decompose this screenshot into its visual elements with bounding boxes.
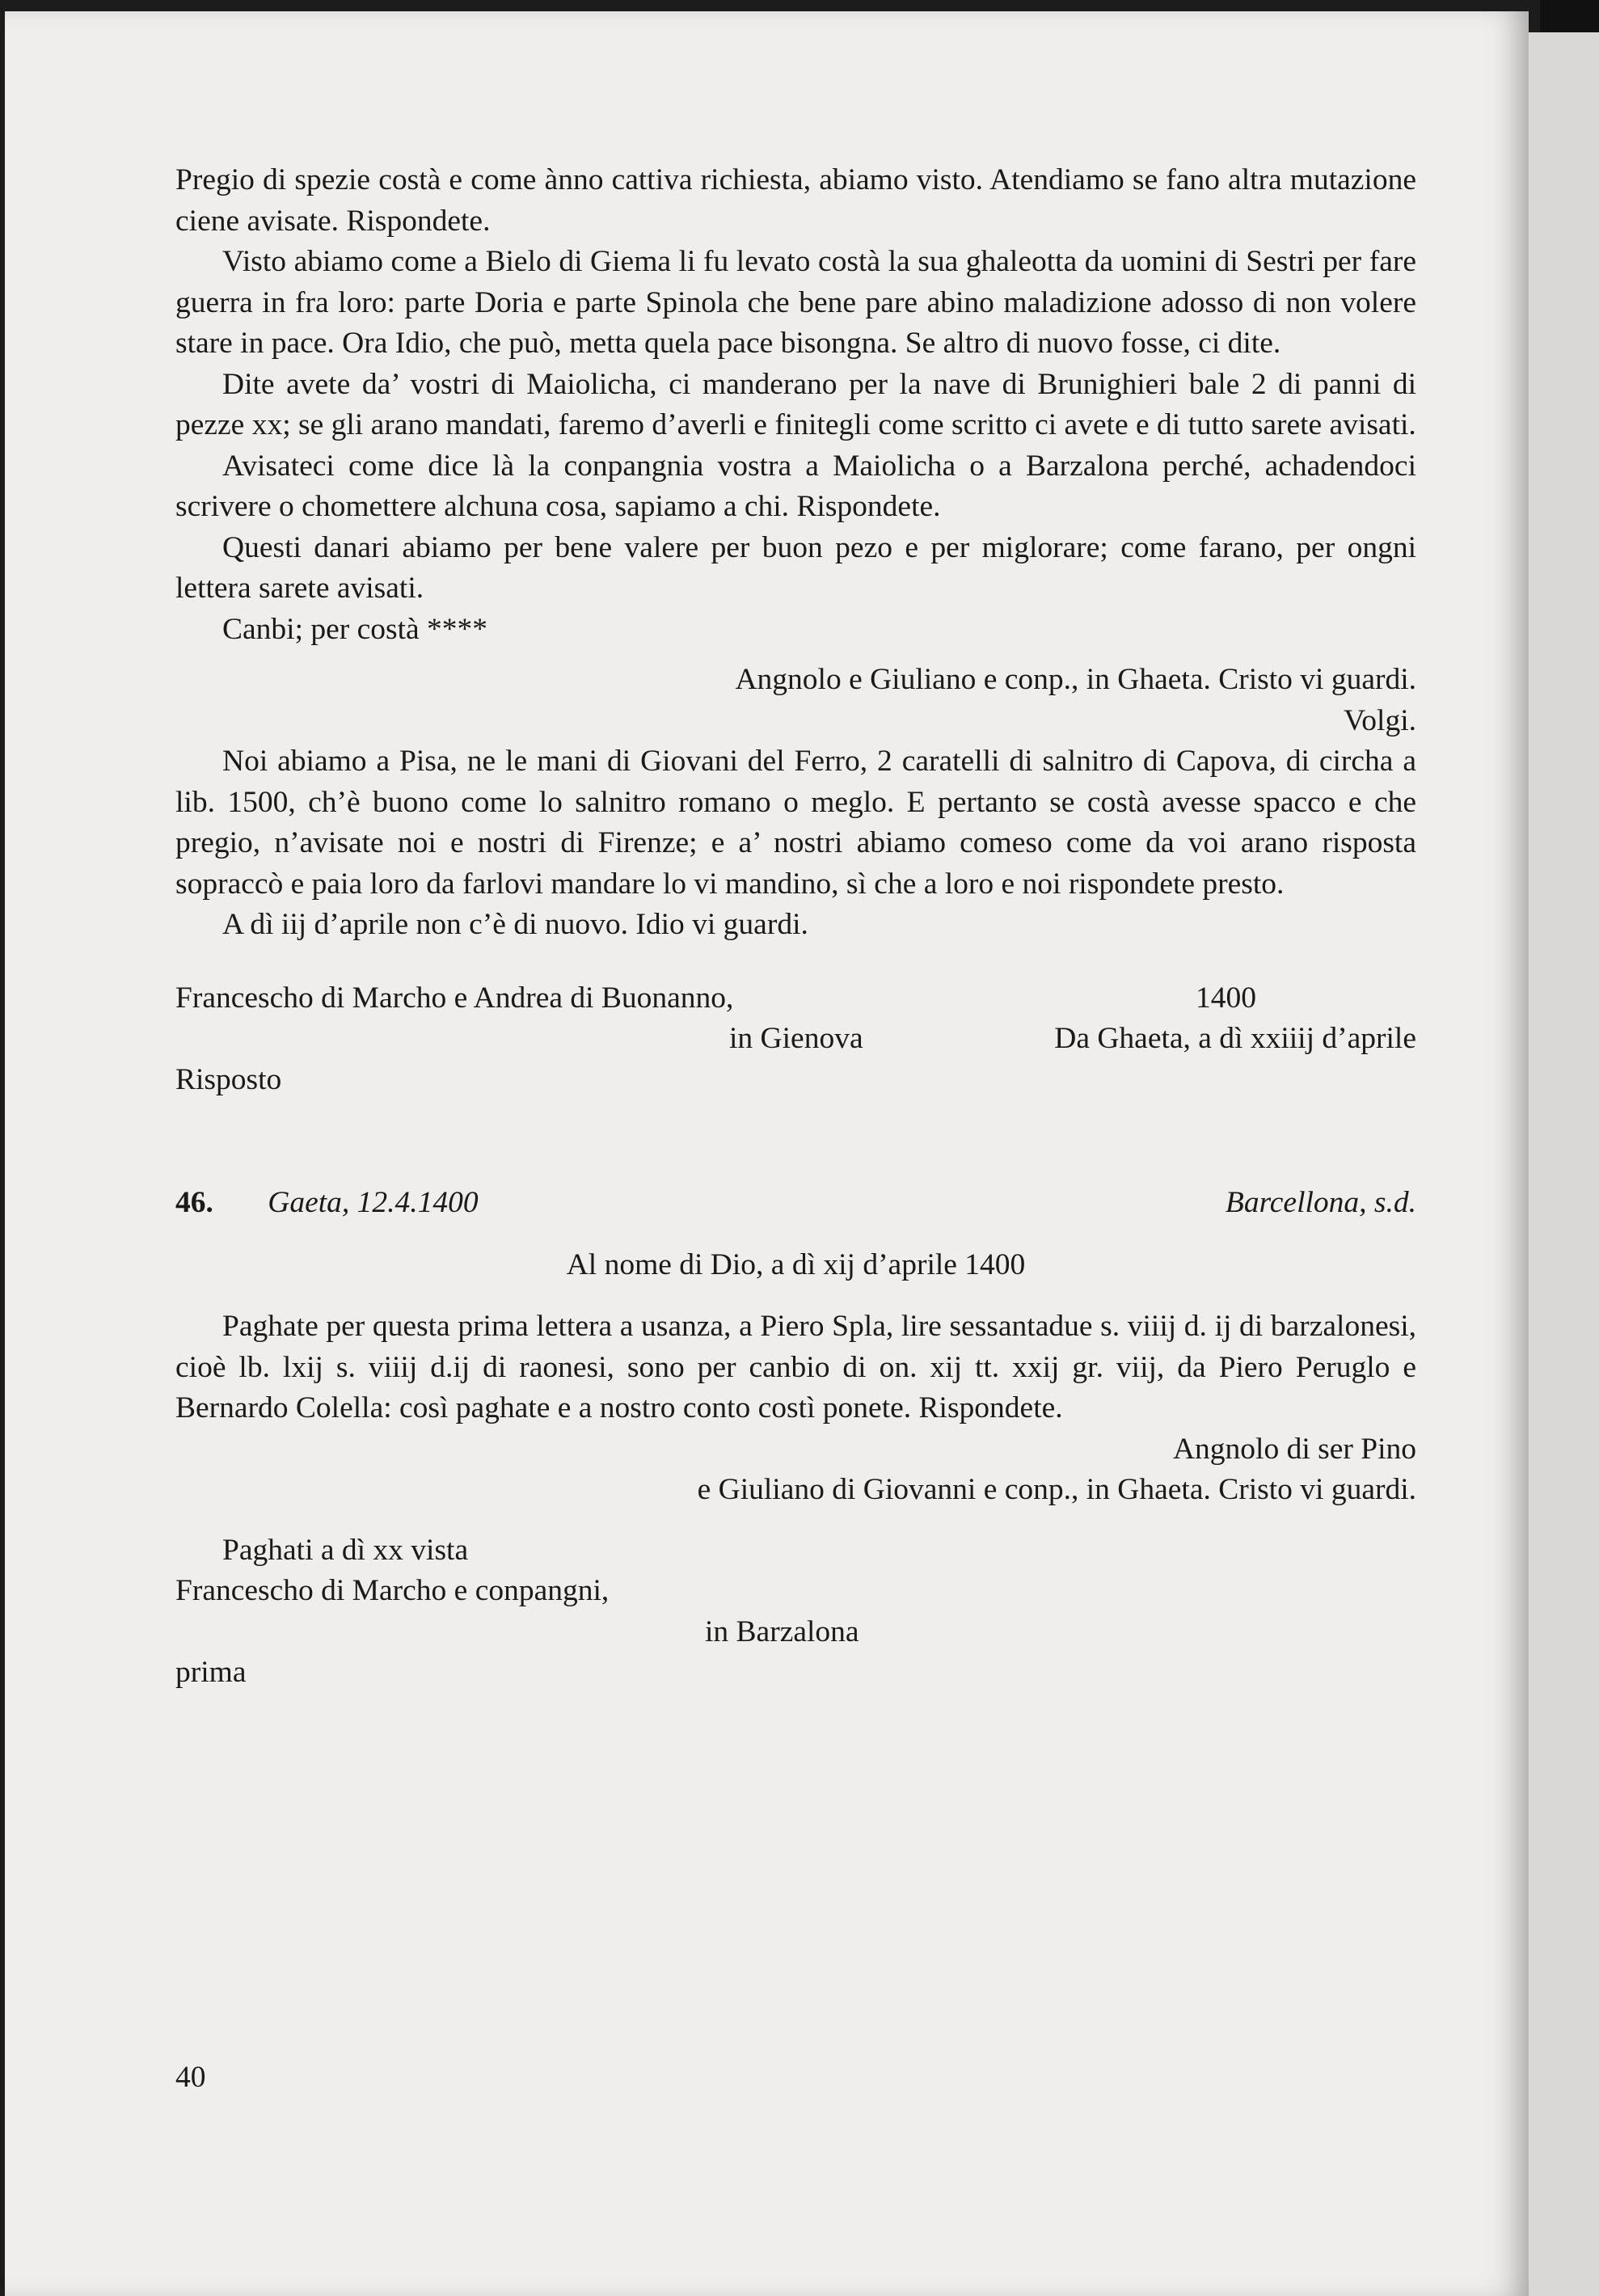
letter-signature: Angnolo e Giuliano e conp., in Ghaeta. Cristo vi guardi. xyxy=(735,663,1416,696)
letter-invocation: Al nome di Dio, a dì xij d’aprile 1400 xyxy=(566,1247,1026,1281)
letter-number: 46. xyxy=(175,1186,213,1219)
address-date: Da Ghaeta, a dì xxiiij d’aprile xyxy=(1054,1022,1416,1055)
prima-note: prima xyxy=(175,1656,247,1689)
background-corner xyxy=(1540,0,1599,32)
letter-origin: Gaeta, 12.4.1400 xyxy=(268,1186,479,1219)
address-line-1 xyxy=(175,978,1416,1019)
volgi-note: Volgi. xyxy=(1344,703,1416,737)
address-line-2 xyxy=(175,1019,1416,1060)
address-city: in Gienova xyxy=(729,1022,863,1055)
paragraph: A dì iij d’aprile non c’è di nuovo. Idio vi guardi. xyxy=(222,908,808,941)
paragraph: Avisateci come dice là la conpangnia vostra a Maiolicha o a Barzalona perché, achadendoci scrivere o chomettere alchuna cosa, sapiamo a chi. Rispondete. xyxy=(175,449,1416,523)
paragraph: Paghate per questa prima lettera a usanza, a Piero Spla, lire sessantadue s. viiij d. ij di barzalonesi, cioè lb. lxij s. viiij d.ij di raonesi, sono per canbio di on. xij tt. xxij gr. viij, da Piero Peruglo e Bernardo Colella: così paghate e a nostro conto costì ponete. Rispondete. xyxy=(175,1310,1416,1424)
risposto-note: Risposto xyxy=(175,1062,282,1096)
signature-line-1: Angnolo di ser Pino xyxy=(1172,1432,1416,1466)
signature-line-2: e Giuliano di Giovanni e conp., in Ghaeta. Cristo vi guardi. xyxy=(697,1473,1416,1506)
letter-destination: Barcellona, s.d. xyxy=(1225,1186,1416,1219)
paragraph: Pregio di spezie costà e come ànno cattiva richiesta, abiamo visto. Atendiamo se fano altra mutazione ciene avisate. Rispondete. xyxy=(175,163,1416,238)
next-page-edge xyxy=(1528,32,1599,2296)
paragraph: Visto abiamo come a Bielo di Giema li fu levato costà la sua ghaleotta da uomini di Sestri per fare guerra in fra loro: parte Doria e parte Spinola che bene pare abino maladizione adosso di non volere stare in pace. Ora Idio, che può, metta quela pace bisongna. Se altro di nuovo fosse, ci dite. xyxy=(175,245,1416,360)
paragraph: Dite avete da’ vostri di Maiolicha, ci manderano per la nave di Brunighieri bale 2 di panni di pezze xx; se gli arano mandati, faremo d’averli e finitegli come scritto ci avete e di tutto sarete avisati. xyxy=(175,367,1416,441)
paragraph: Questi danari abiamo per bene valere per buon pezo e per miglorare; come farano, per ongni lettera sarete avisati. xyxy=(175,530,1416,605)
address-city: in Barzalona xyxy=(705,1614,859,1648)
address-city-row xyxy=(175,1612,1416,1653)
paragraph: Noi abiamo a Pisa, ne le mani di Giovani del Ferro, 2 caratelli di salnitro di Capova, di circha a lib. 1500, ch’è buono come lo salnitro romano o meglo. E pertanto se costà avesse spacco e che pregio, n’avisate noi e nostri di Firenze; e a’ nostri abiamo comeso come da voi arano risposta sopraccò e paia loro da farlovi mandare lo vi mandino, sì che a loro e noi rispondete presto. xyxy=(175,745,1416,901)
letter-heading xyxy=(175,1183,1416,1224)
address-recipient: Francescho di Marcho e Andrea di Buonanno, xyxy=(175,981,734,1015)
address-year: 1400 xyxy=(1196,981,1256,1015)
paragraph: Canbi; per costà **** xyxy=(222,612,488,646)
payment-note: Paghati a dì xx vista xyxy=(222,1533,469,1567)
page-number: 40 xyxy=(175,2061,206,2094)
page-text xyxy=(175,160,1416,1694)
address-recipient: Francescho di Marcho e conpangni, xyxy=(175,1574,610,1607)
